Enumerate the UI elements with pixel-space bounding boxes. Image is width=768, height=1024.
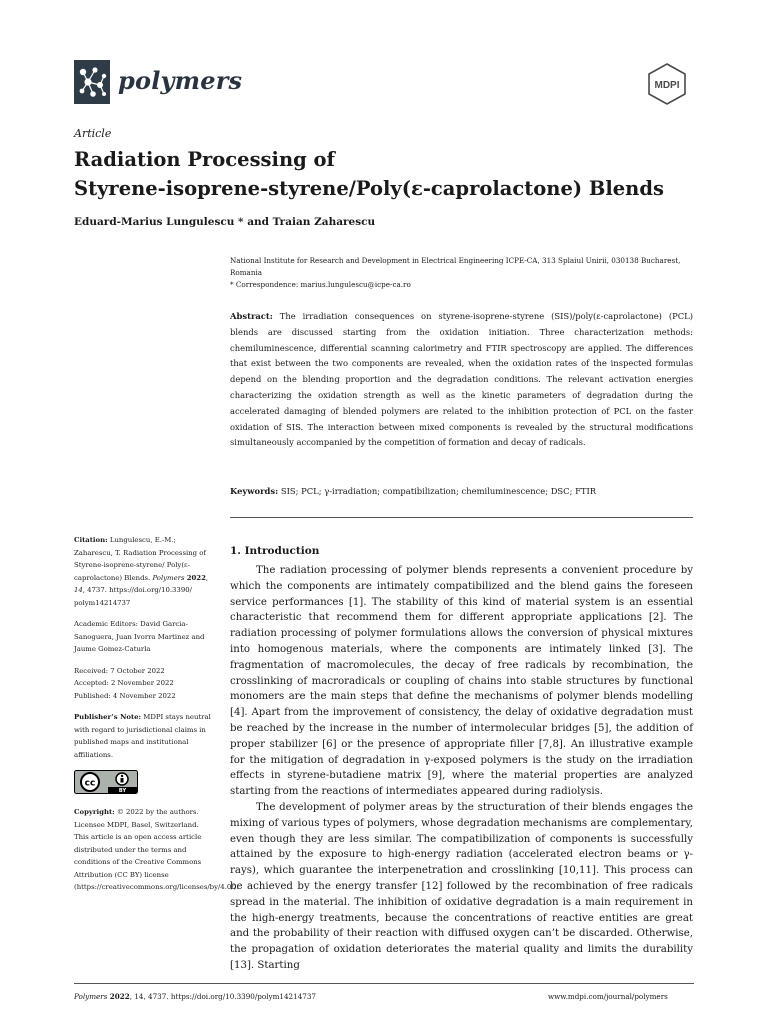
abstract-text: The irradiation consequences on styrene-isoprene-styrene (SIS)/poly(ε-caprolactone) (PCL) blends are discussed starting from the oxidation initiation. Three characterization methods: chemiluminescence, differential scanning calorimetry and FTIR spectroscopy are applied. The differences that exist between the two components are revealed, when the oxidation rates of the inspected formulas depend on the blending proportion and the degradation conditions. The relevant activation energies characterizing the oxidation strength as well as the kinetic parameters of degradation during the accelerated damaging of blended polymers are related to the inhibition protection of PCL on the faster oxidation of SIS. The interaction between mixed components is revealed by the structural modifications simultaneously accompanied by the competition of formation and decay of radicals. [230, 311, 693, 448]
article-type: Article [74, 127, 112, 140]
copyright [74, 806, 239, 894]
citation-journal: Polymers [152, 573, 185, 582]
copyright-label: Copyright: [74, 808, 115, 816]
polymers-logo-icon [74, 60, 110, 104]
citation-year: 2022 [186, 573, 206, 582]
title-line-2: Styrene-isoprene-styrene/Poly(ε-caprolactone) Blends [74, 177, 664, 200]
citation-text: Lungulescu, E.-M.; Zaharescu, T. Radiation Processing of Styrene-isoprene-styrene/ Poly(ε-caprolactone) Blends. [74, 536, 206, 582]
dates [74, 665, 214, 703]
title-line-1: Radiation Processing of [74, 148, 335, 171]
affiliation: National Institute for Research and Development in Electrical Engineering ICPE-CA, 313 Splaiul Unirii, 030138 Bucharest, Romania [230, 256, 681, 277]
footer-year: 2022 [109, 992, 130, 1001]
article-title [74, 145, 694, 203]
published-date: Published: 4 November 2022 [74, 691, 176, 700]
footer-citation [74, 992, 316, 1001]
footer-journal-url[interactable]: www.mdpi.com/journal/polymers [548, 992, 668, 1001]
keywords-label: Keywords: [230, 486, 279, 496]
abstract-label: Abstract: [230, 311, 273, 321]
paragraph: The radiation processing of polymer blends represents a convenient procedure by which the components are intimately compatibilized and the blend gains the foreseen service performances [1]. The stability of this kind of material system is an essential characteristic that recommend them for different appropriate applications [2]. The radiation processing of polymer formulations allows the conversion of physical mixtures into homogenous materials, where the components are intimately linked [3]. The fragmentation of macromolecules, the decay of free radicals by recombination, the crosslinking of macroradicals or coupling of chains into stable structures by functional monomers are the main steps that define the mechanisms of polymer blends modelling [4]. Apart from the improvement of consistency, the delay of oxidative degradation must be reached by the increase in the number of intermolecular bridges [5], the addition of proper stabilizer [6] or the presence of appropriate filler [7,8]. An illustrative example for the mitigation of degradation in γ-exposed polymers is the study on the irradiation effects in styrene-butadiene matrix [9], where the material properties are analyzed starting from the reactions of intermediates appeared during radiolysis. [230, 565, 693, 798]
footer-divider [74, 983, 694, 984]
mdpi-logo-text: MDPI [654, 80, 680, 91]
citation-volume: 14 [74, 586, 83, 594]
correspondence: * Correspondence: marius.lungulescu@icpe-ca.ro [230, 280, 411, 289]
section-heading: 1. Introduction [230, 545, 320, 557]
cc-by-license-icon[interactable] [74, 770, 138, 794]
accepted-date: Accepted: 2 November 2022 [74, 679, 174, 687]
keywords [230, 486, 693, 496]
paragraph: The development of polymer areas by the structuration of their blends engages the mixing of various types of polymers, whose degradation mechanisms are complementary, even though they are less similar. The compatibilization of components is successfully attained by the exposure to high-energy radiation (accelerated electron beams or γ-rays), which guarantee the interpenetration and crosslinking [10,11]. This process can be achieved by the energy transfer [12] followed by the recombination of free radicals spread in the material. The inhibition of oxidative degradation is a main requirement in the high-energy treatments, because the concentrations of reactive entities are great and the probability of their reaction with diffused oxygen can’t be discarded. Otherwise, the propagation of oxidation deteriorates the material quality and limits the durability [13]. Starting [230, 801, 693, 971]
author-list: Eduard-Marius Lungulescu * and Traian Zaharescu [74, 216, 376, 228]
journal-name: polymers [118, 66, 243, 95]
publisher-note [74, 711, 214, 761]
publisher-note-label: Publisher’s Note: [74, 713, 142, 721]
abstract [230, 309, 693, 451]
keywords-text: SIS; PCL; γ-irradiation; compatibilization; chemiluminescence; DSC; FTIR [280, 486, 597, 496]
mdpi-logo [645, 62, 689, 106]
svg-text:BY: BY [118, 788, 127, 794]
received-date: Received: 7 October 2022 [74, 666, 165, 675]
header-divider [230, 517, 693, 518]
citation-doi-link[interactable]: , 4737. https://doi.org/10.3390/ polym14214737 [74, 586, 192, 607]
academic-editors: Academic Editors: David Garcia-Sanoguera, Juan Ivorra Martinez and Jaume Gomez-Caturla [74, 620, 205, 653]
citation: Citation: Lungulescu, E.-M.; Zaharescu, T. Radiation Processing of Styrene-isoprene-styrene/ Poly(ε-caprolactone) Blends. Polymers 2022, 14, 4737. https://doi.org/10.3390/ polym14214737 [74, 536, 209, 607]
svg-text:cc: cc [84, 778, 96, 789]
footer-doi-link[interactable]: , 14, 4737. https://doi.org/10.3390/polym14214737 [129, 992, 316, 1001]
affiliation-block [230, 255, 692, 291]
body-text [230, 563, 693, 974]
footer-journal: Polymers [74, 992, 108, 1001]
publisher-note-text: MDPI stays neutral with regard to jurisdictional claims in published maps and institutional affiliations. [74, 713, 211, 759]
citation-label: Citation: [74, 536, 108, 544]
copyright-text: © 2022 by the authors. Licensee MDPI, Basel, Switzerland. This article is an open access article distributed under the terms and conditions of the Creative Commons Attribution (CC BY) license (https://creativecommons.org/licenses/by/4.0/). [74, 808, 239, 891]
article-sidebar [74, 534, 239, 903]
